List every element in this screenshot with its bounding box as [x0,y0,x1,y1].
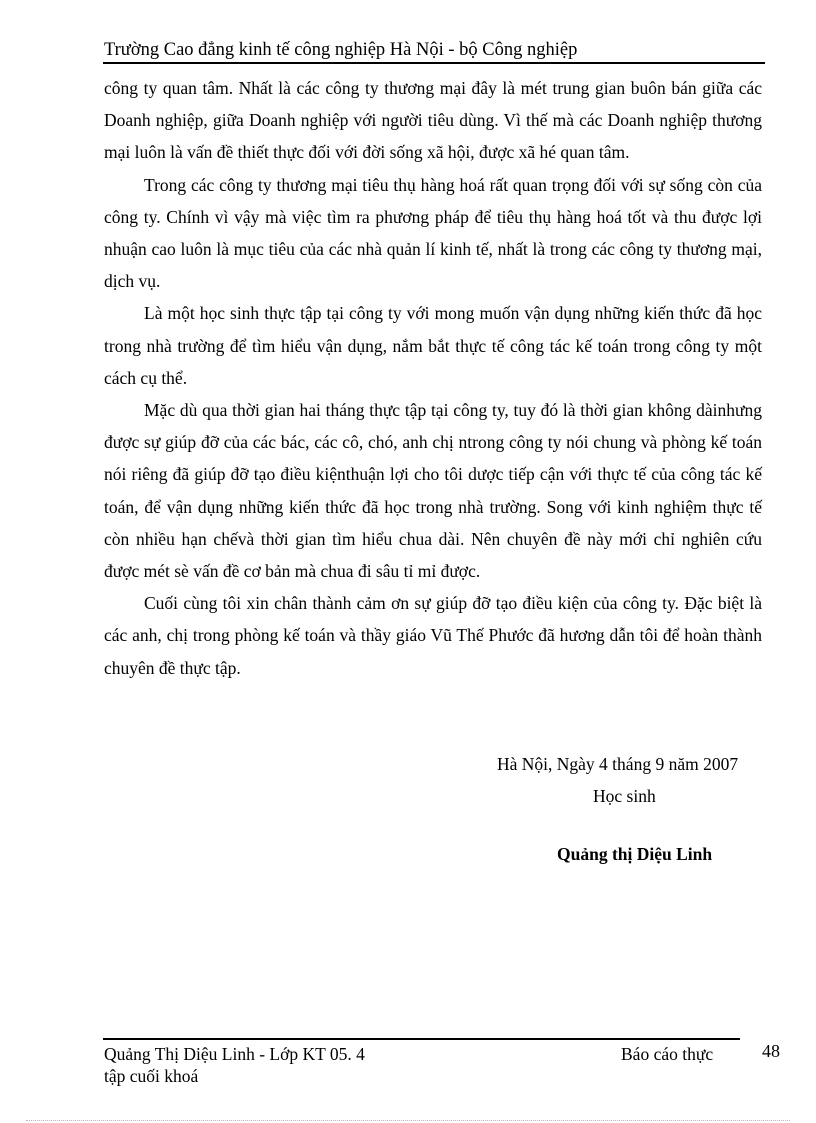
signature-role: Học sinh [593,786,656,806]
paragraph-1: công ty quan tâm. Nhất là các công ty thương mại đây là mét trung gian buôn bán giữa các Doanh nghiệp, giữa Doanh nghiệp với người tiêu dùng. Vì thế mà các Doanh nghiệp thương mại luôn là vấn đề thiết thực đối với đời sống xã hội, được xã hé quan tâm. [104,78,762,163]
body-text [104,72,762,684]
signature-name: Quảng thị Diệu Linh [557,844,713,864]
signature-date: Hà Nội, Ngày 4 tháng 9 năm 2007 [497,754,739,774]
footer-divider [103,1038,740,1040]
footer-report-title-continued: tập cuối khoá [104,1066,199,1086]
paragraph-5: Cuối cùng tôi xin chân thành cảm ơn sự giúp đỡ tạo điều kiện của công ty. Đặc biệt là các anh, chị trong phòng kế toán và thầy giáo Vũ Thế Phước đã hương dẫn tôi để hoàn thành chuyên đề thực tập. [104,593,762,678]
paragraph-3: Là một học sinh thực tập tại công ty với mong muốn vận dụng những kiến thức đã học trong nhà trường để tìm hiểu vận dụng, nắm bắt thực tế công tác kế toán trong công ty một cách cụ thể. [104,303,762,388]
page-number: 48 [762,1041,780,1061]
footer-author: Quảng Thị Diệu Linh - Lớp KT 05. 4 [104,1044,365,1064]
header-divider [103,62,765,64]
page-bottom-border [26,1120,790,1121]
footer-report-title: Báo cáo thực [621,1044,714,1064]
page-header-title: Trường Cao đẳng kinh tế công nghiệp Hà Nội - bộ Công nghiệp [104,40,578,60]
paragraph-2: Trong các công ty thương mại tiêu thụ hàng hoá rất quan trọng đối với sự sống còn của công ty. Chính vì vậy mà việc tìm ra phương pháp để tiêu thụ hàng hoá tốt và thu được lợi nhuận cao luôn là mục tiêu của các nhà quản lí kinh tế, nhất là trong các công ty thương mại, dịch vụ. [104,174,762,292]
paragraph-4: Mặc dù qua thời gian hai tháng thực tập tại công ty, tuy đó là thời gian không dàinhưng được sự giúp đỡ của các bác, các cô, chó, anh chị ntrong công ty nói chung và phòng kế toán nói riêng đã giúp đỡ tạo điều kiệnthuận lợi cho tôi dược tiếp cận với thực tế của công tác kế toán, để vận dụng những kiến thức đã học trong nhà trường. Song với kinh nghiệm thực tế còn nhiều hạn chếvà thời gian tìm hiểu chua dài. Nên chuyên đề này mới chỉ nghiên cứu được mét sè vấn đề cơ bản mà chua đi sâu tỉ mỉ được. [104,400,762,582]
